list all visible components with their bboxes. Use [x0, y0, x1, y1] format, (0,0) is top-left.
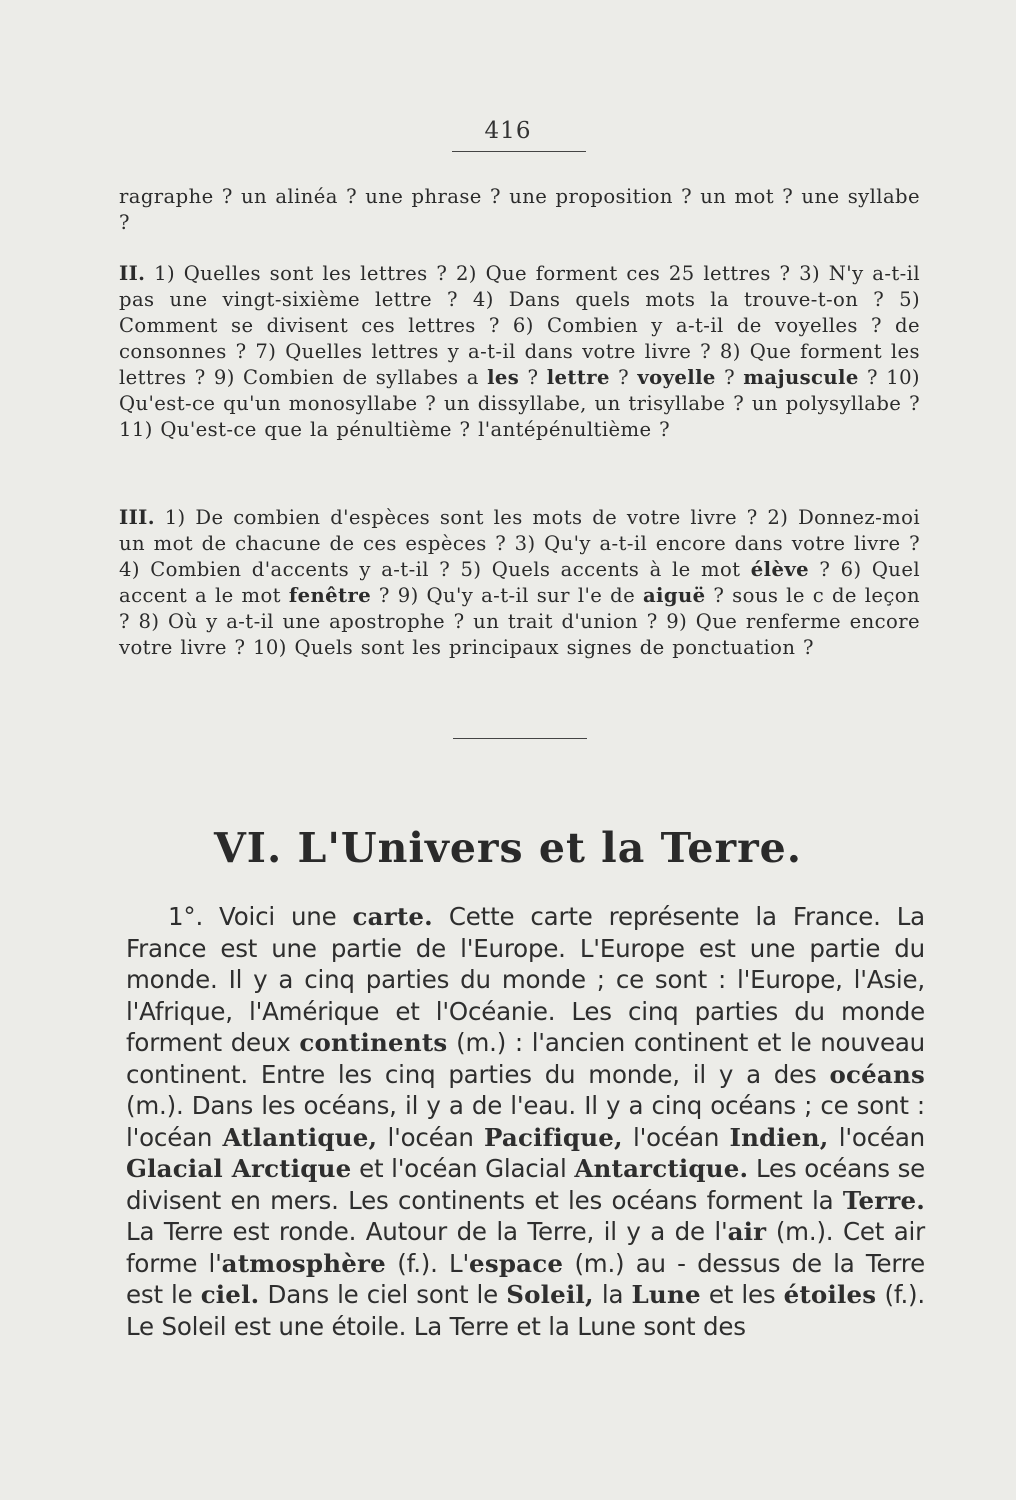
lesson-paragraph — [126, 901, 925, 1342]
bold-term: atmosphère — [221, 1248, 386, 1278]
bold-term: ciel. — [200, 1280, 260, 1309]
lesson-text: (m.) : l'ancien continent et le nouveau continent. Entre les cinq parties du monde, il y a des — [126, 1028, 925, 1089]
lesson-text: l'océan — [622, 1122, 730, 1152]
question-text: ? 9) Qu'y a-t-il sur l'e de — [371, 584, 643, 607]
question-text: ? 6) Quel accent a le mot — [119, 558, 920, 607]
question-text: ? sous le c de leçon ? 8) Où y a-t-il une apostrophe ? un trait d'union ? 9) Que renferme encore votre livre ? 10) Quels sont les principaux signes de ponctuation ? — [119, 584, 921, 659]
lesson-body — [126, 901, 925, 1342]
header-rule — [452, 151, 586, 152]
question-text: 1) Quelles sont les lettres ? 2) Que forment ces 25 lettres ? 3) N'y a-t-il pas une vingt-sixième lettre ? 4) Dans quels mots la trouve-t-on ? 5) Comment se divisent ces lettres ? 6) Combien y a-t-il de voyelles ? de consonnes ? 7) Quelles lettres y a-t-il dans votre livre ? 8) Que forment les lettres ? 9) Combien de syllabes a — [119, 262, 920, 389]
lesson-text: 1°. Voici une — [168, 902, 353, 931]
bold-term: aiguë — [642, 584, 706, 607]
lesson-text: Dans le ciel sont le — [259, 1280, 507, 1309]
bold-term: élève — [750, 558, 810, 581]
questions-paragraph-2 — [119, 261, 920, 443]
lesson-text: la — [593, 1280, 632, 1309]
lesson-text: l'océan — [828, 1122, 925, 1152]
lesson-text: et l'océan Glacial — [351, 1154, 575, 1183]
bold-term: Pacifique, — [483, 1122, 623, 1152]
lesson-text: Les océans se divisent en mers. Les continents et les océans forment la — [126, 1154, 926, 1215]
lesson-text: (m.) au - dessus de la Terre est le — [126, 1248, 925, 1309]
questions-block-1 — [119, 184, 920, 236]
section-title: VI. L'Univers et la Terre. — [213, 824, 803, 872]
bold-term: Soleil, — [506, 1280, 594, 1309]
section-numeral: III. — [119, 506, 155, 529]
bold-term: Indien, — [729, 1122, 829, 1152]
lesson-text: et les — [700, 1280, 784, 1309]
bold-term: continents — [299, 1028, 448, 1057]
bold-term: Antarctique. — [574, 1154, 749, 1183]
lesson-text: (f.). Le Soleil est une étoile. La Terre et la Lune sont des — [126, 1280, 925, 1341]
bold-term: espace — [469, 1248, 564, 1278]
bold-term: les — [487, 366, 520, 389]
question-text: ? 10) Qu'est-ce qu'un monosyllabe ? un dissyllabe, un trisyllabe ? un polysyllabe ? 11) Qu'est-ce que la pénultième ? l'antépénultième ? — [119, 366, 920, 441]
bold-term: lettre — [546, 366, 610, 389]
lesson-text: (m.). Dans les océans, il y a de l'eau. Il y a cinq océans ; ce sont : l'océan — [126, 1091, 925, 1152]
bold-term: étoiles — [783, 1280, 877, 1309]
bold-term: océans — [829, 1059, 925, 1089]
lesson-text: Cette carte représente la France. La France est une partie de l'Europe. L'Europe est une partie du monde. Il y a cinq parties du monde ; ce sont : l'Europe, l'Asie, l'Afrique, l'Amérique et l'Océanie. Les cinq parties du monde forment deux — [126, 902, 925, 1057]
bold-term: air — [727, 1217, 767, 1246]
lesson-text: (f.). L' — [385, 1248, 470, 1278]
bold-term: Atlantique, — [222, 1122, 378, 1152]
separator-rule — [453, 738, 587, 739]
bold-term: carte. — [352, 902, 433, 931]
question-text: ? — [715, 366, 744, 389]
page-number: 416 — [484, 118, 532, 144]
lesson-text: La Terre est ronde. Autour de la Terre, il y a de l' — [126, 1217, 728, 1246]
question-text: 1) De combien d'espèces sont les mots de votre livre ? 2) Donnez-moi un mot de chacune de ces espèces ? 3) Qu'y a-t-il encore dans votre livre ? 4) Combien d'accents y a-t-il ? 5) Quels accents à le mot — [119, 506, 920, 581]
questions-block-3 — [119, 505, 920, 661]
lesson-text: l'océan — [377, 1122, 484, 1152]
questions-block-2 — [119, 261, 920, 443]
lesson-text: (m.). Cet air forme l' — [126, 1217, 925, 1278]
question-text: ? — [519, 366, 547, 389]
bold-term: Glacial Arctique — [126, 1154, 352, 1183]
bold-term: Terre. — [842, 1185, 925, 1215]
bold-term: Lune — [631, 1280, 701, 1309]
question-text: ? — [609, 366, 638, 389]
bold-term: fenêtre — [288, 584, 372, 607]
bold-term: majuscule — [743, 366, 859, 389]
questions-paragraph-3 — [119, 505, 920, 661]
section-numeral: II. — [119, 262, 146, 285]
bold-term: voyelle — [637, 366, 716, 389]
questions-paragraph-1: ragraphe ? un alinéa ? une phrase ? une proposition ? un mot ? une syllabe ? — [119, 185, 920, 234]
